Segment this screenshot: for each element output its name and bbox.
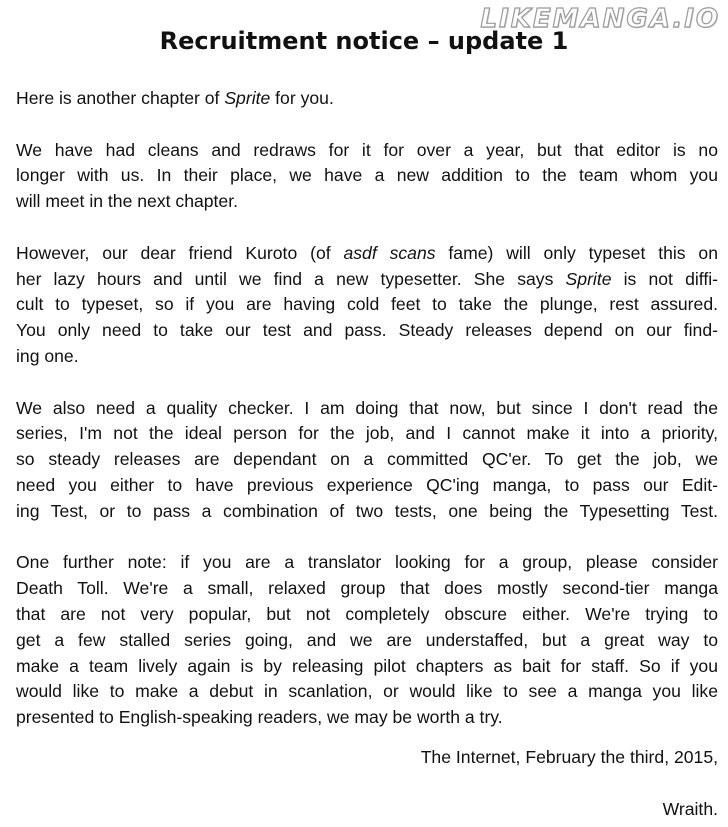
text-line: ing one. — [16, 345, 79, 366]
text-line: that are not very popular, but not completely obscure either. We're trying to — [16, 603, 718, 624]
text-segment: fame) will only typeset this on — [435, 242, 719, 263]
text-line: Death Toll. We're a small, relaxed group that does mostly second-tier manga — [16, 578, 718, 599]
italic-title: Sprite — [224, 88, 271, 108]
text-line: We have had cleans and redraws for it for over a year, but that editor is no — [16, 139, 718, 160]
text-line: series, I'm not the ideal person for the job, and I cannot make it into a priority, — [16, 423, 718, 444]
text-line: will meet in the next chapter. — [16, 191, 238, 212]
text-line: One further note: if you are a translator looking for a group, please consider — [16, 552, 718, 573]
italic-title: asdf scans — [343, 242, 436, 263]
text-line: so steady releases are dependant on a committed QC'er. To get the job, we — [16, 449, 718, 470]
text-segment: However, our dear friend Kuroto (of — [16, 242, 344, 263]
text-segment: her lazy hours and until we find a new typesetter. She says — [16, 268, 566, 289]
text-line: You only need to take our test and pass. Steady releases depend on our find- — [16, 320, 718, 341]
text-line: ing Test, or to pass a combination of two tests, one being the Typesetting Test. — [16, 500, 718, 521]
text-line — [16, 267, 718, 293]
text-line: would like to make a debut in scanlation, or would like to see a manga you like — [16, 681, 718, 702]
paragraph-quality-checker — [16, 396, 718, 525]
paragraph-editor — [16, 138, 718, 215]
signature-date: The Internet, February the third, 2015, — [420, 747, 718, 767]
italic-title: Sprite — [565, 268, 612, 289]
text-segment: is not diffi- — [611, 268, 719, 289]
text-line: get a few stalled series going, and we are understaffed, but a great way to — [16, 629, 718, 650]
text-line: We also need a quality checker. I am doing that now, but since I don't read the — [16, 397, 718, 418]
text-line: presented to English-speaking readers, we may be worth a try. — [16, 707, 503, 728]
text-line: cult to typeset, so if you are having cold feet to take the plunge, rest assured. — [16, 294, 718, 315]
text-line: need you either to have previous experience QC'ing manga, to pass our Edit- — [16, 474, 718, 495]
text-line: make a team lively again is by releasing pilot chapters as bait for staff. So if you — [16, 655, 718, 676]
text-line — [16, 86, 718, 112]
notice-body — [16, 86, 718, 757]
text-line — [16, 241, 718, 267]
paragraph-intro — [16, 86, 718, 112]
paragraph-typesetter — [16, 241, 718, 370]
paragraph-translator — [16, 550, 718, 731]
text-line: longer with us. In their place, we have a new addition to the team whom you — [16, 165, 718, 186]
page-title: Recruitment notice – update 1 — [159, 27, 569, 55]
text-segment: Here is another chapter of — [16, 88, 225, 108]
site-watermark: LIKEMANGA.IO — [480, 4, 720, 34]
text-segment: for you. — [270, 88, 334, 108]
signature-name: Wraith. — [662, 799, 718, 819]
